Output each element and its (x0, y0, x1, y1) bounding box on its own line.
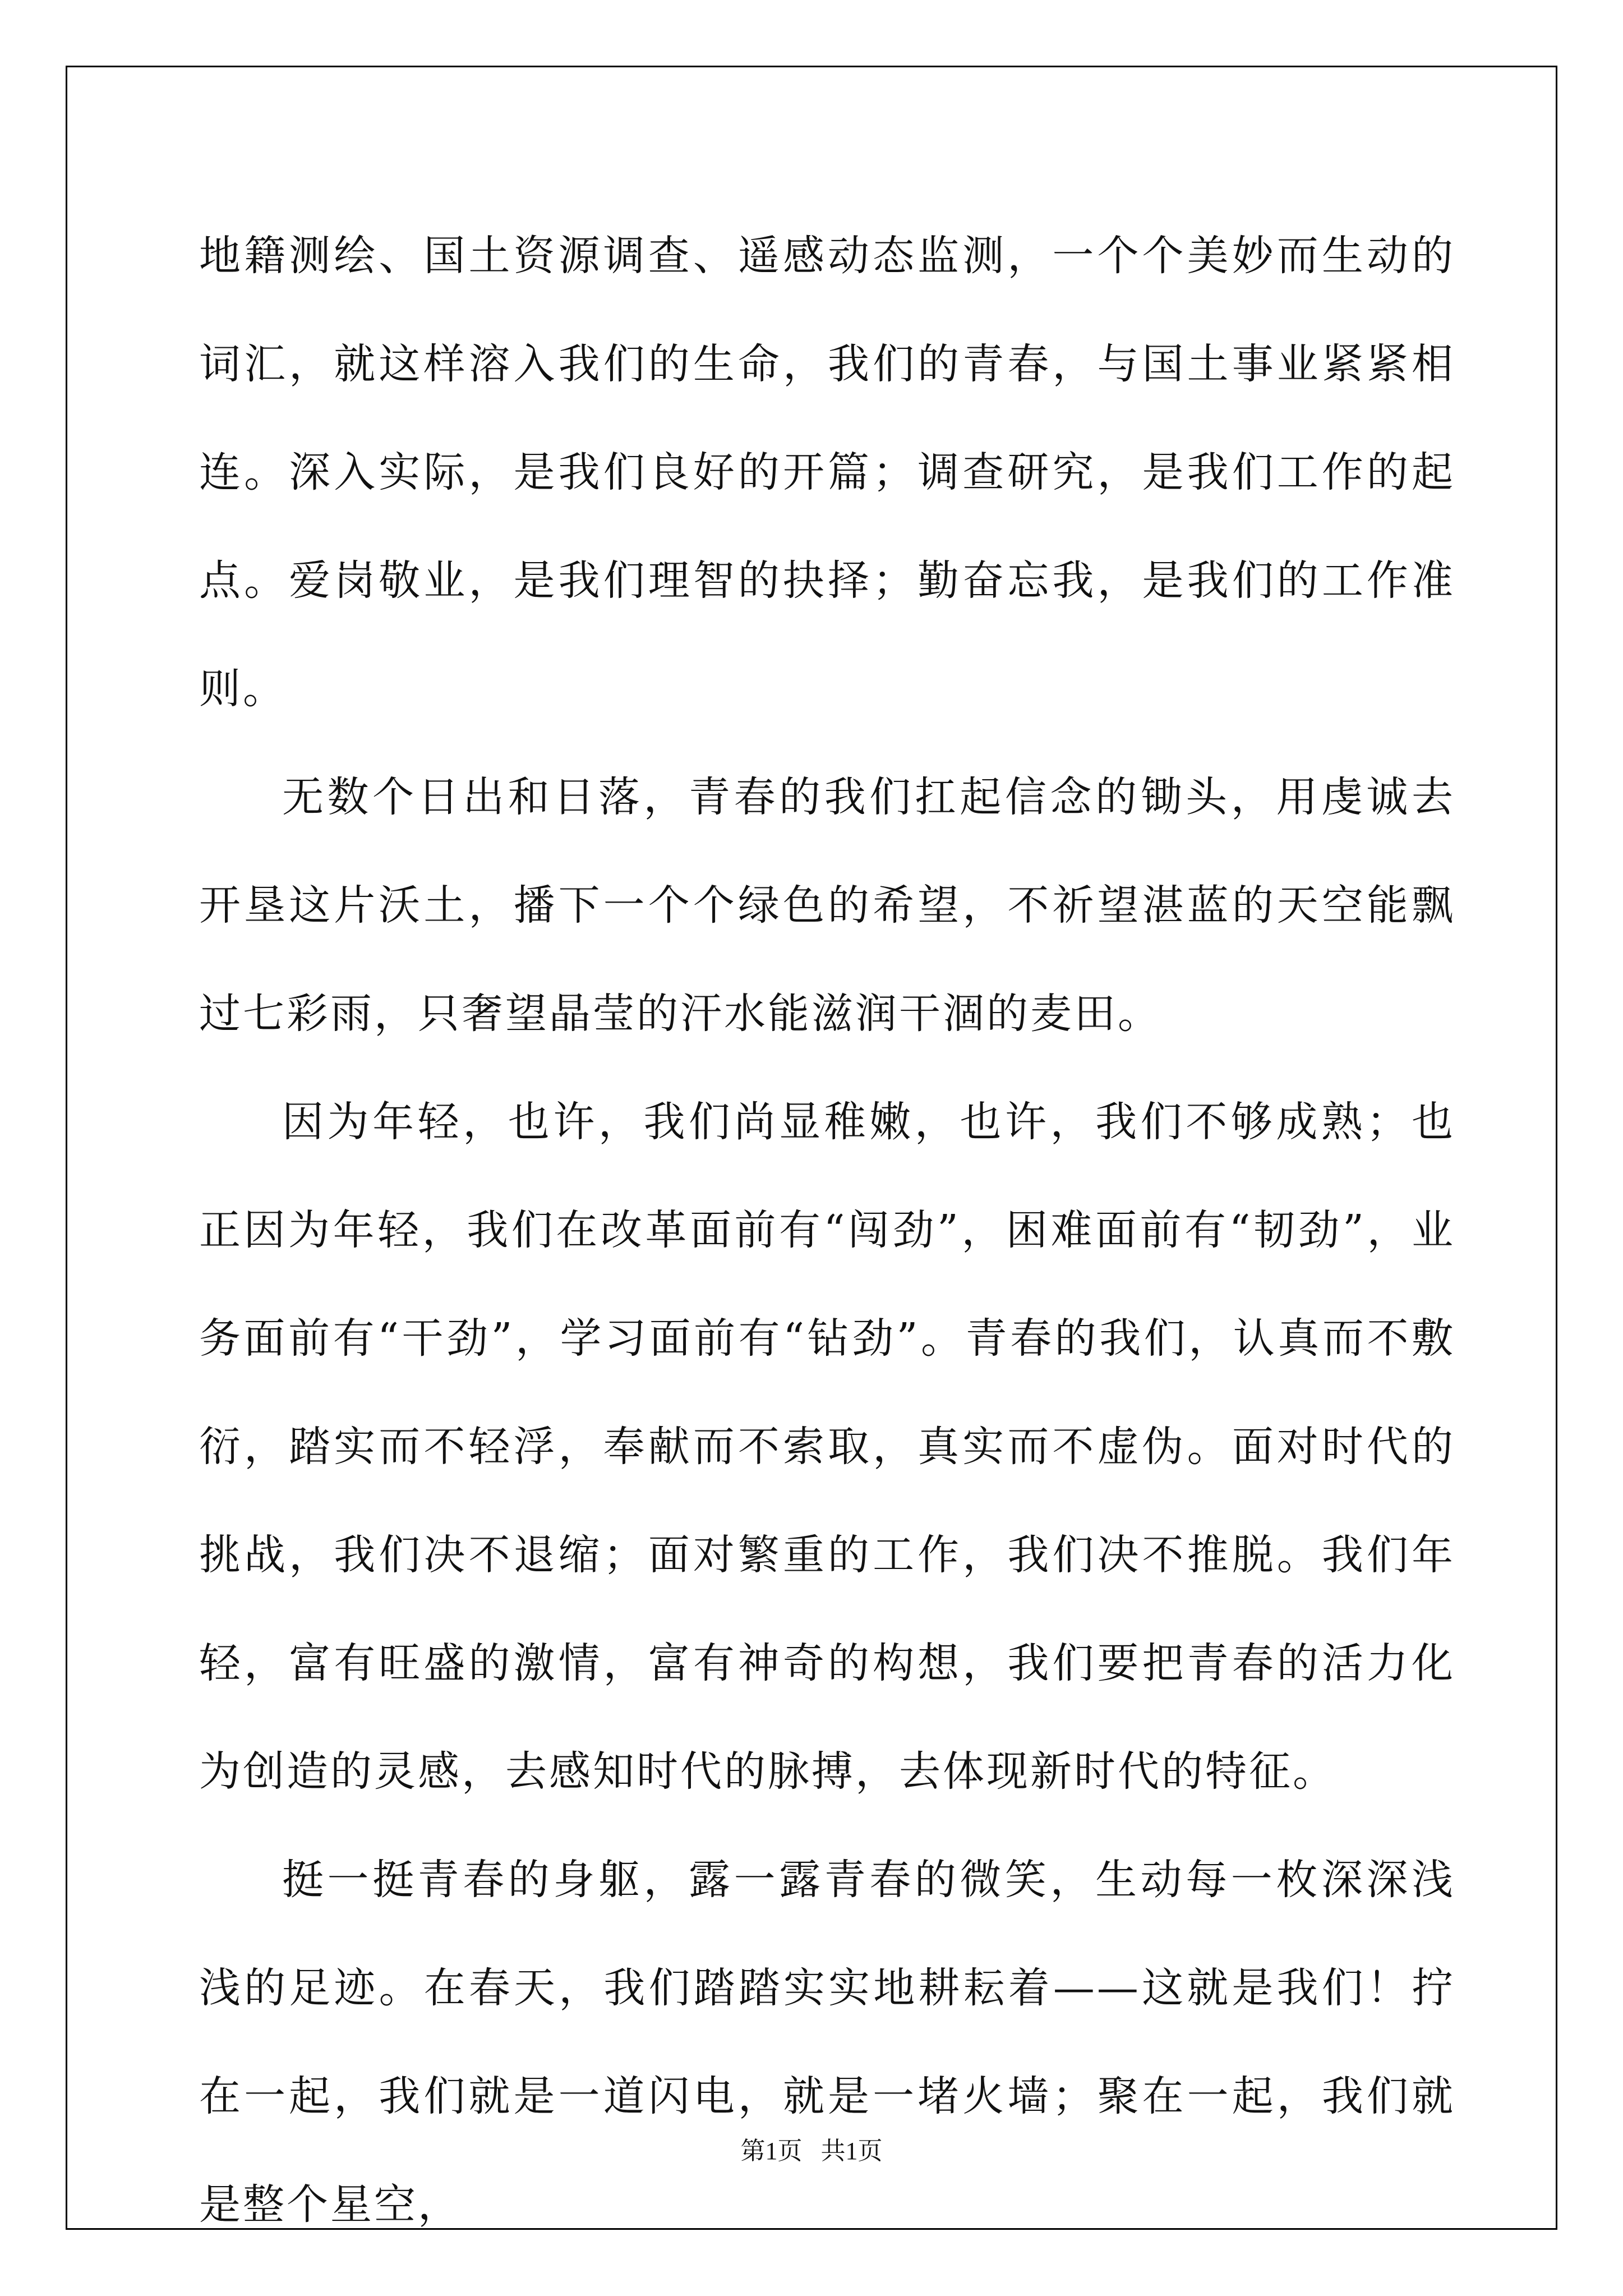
document-body (199, 202, 1455, 2259)
page-footer (0, 2131, 1623, 2166)
page-total: 共1页 (820, 2137, 883, 2165)
page-number: 第1页 (740, 2137, 803, 2165)
paragraph-3: 因为年轻，也许，我们尚显稚嫩，也许，我们不够成熟；也正因为年轻，我们在改革面前有“闯劲”，困难面前有“韧劲”，业务面前有“干劲”，学习面前有“钻劲”。青春的我们，认真而不敷衍，踏实而不轻浮，奉献而不索取，真实而不虚伪。面对时代的挑战，我们决不退缩；面对繁重的工作，我们决不推脱。我们年轻，富有旺盛的激情，富有神奇的构想，我们要把青春的活力化为创造的灵感，去感知时代的脉搏，去体现新时代的特征。 (199, 1098, 1455, 1796)
paragraph-1: 地籍测绘、国土资源调查、遥感动态监测，一个个美妙而生动的词汇，就这样溶入我们的生命，我们的青春，与国土事业紧紧相连。深入实际，是我们良好的开篇；调查研究，是我们工作的起点。爱岗敬业，是我们理智的抉择；勤奋忘我，是我们的工作准则。 (199, 232, 1455, 713)
paragraph-4: 挺一挺青春的身躯，露一露青春的微笑，生动每一枚深深浅浅的足迹。在春天，我们踏踏实实地耕耘着——这就是我们！拧在一起，我们就是一道闪电，就是一堵火墙；聚在一起，我们就是整个星空， (199, 1856, 1455, 2229)
paragraph-2: 无数个日出和日落，青春的我们扛起信念的锄头，用虔诚去开垦这片沃土，播下一个个绿色的希望，不祈望湛蓝的天空能飘过七彩雨，只奢望晶莹的汗水能滋润干涸的麦田。 (199, 773, 1455, 1038)
